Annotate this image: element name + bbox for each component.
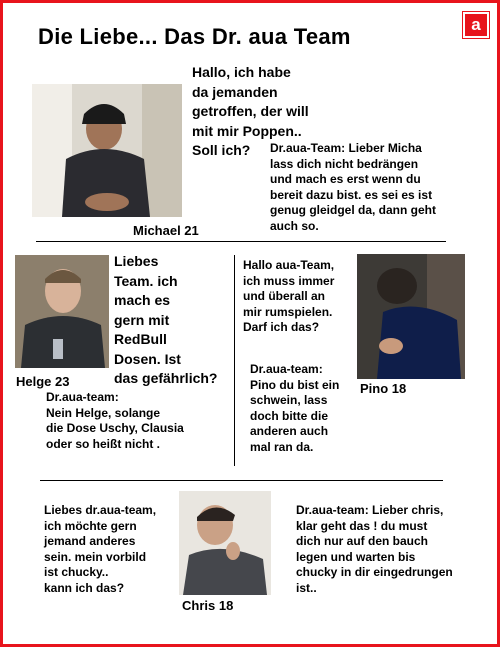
answer-chris: Dr.aua-team: Lieber chris, klar geht das ! du must dich nur auf den bauch legen und warten bis chucky in dir eingedrungen ist..	[296, 503, 453, 595]
answer-helge: Dr.aua-team: Nein Helge, solange die Dose Uschy, Clausia oder so heißt nicht .	[46, 390, 184, 451]
page-title: Die Liebe... Das Dr. aua Team	[38, 24, 351, 49]
brand-logo: a	[463, 12, 489, 38]
caption-michael: Michael 21	[133, 223, 199, 238]
question-chris: Liebes dr.aua-team, ich möchte gern jemand anderes sein. mein vorbild ist chucky.. kann ich das?	[44, 503, 157, 595]
caption-chris: Chris 18	[182, 598, 234, 613]
answer-michael: Dr.aua-Team: Lieber Micha lass dich nicht bedrängen und mach es erst wenn du bereit dazu bist. es sei es ist genug gleidgel da, dann geht auch so.	[270, 141, 437, 233]
question-michael: Hallo, ich habe da jemanden getroffen, der will mit mir Poppen.. Soll ich?	[192, 64, 309, 158]
answer-pino: Dr.aua-team: Pino du bist ein schwein, lass doch bitte die anderen auch mal ran da.	[250, 362, 340, 454]
photo-helge	[15, 255, 109, 368]
question-pino: Hallo aua-Team, ich muss immer und überall an mir rumspielen. Darf ich das?	[243, 258, 335, 334]
divider-bottom	[40, 480, 443, 481]
question-helge: Liebes Team. ich mach es gern mit RedBull Dosen. Ist das gefährlich?	[114, 253, 218, 386]
photo-pino	[357, 254, 465, 379]
photo-chris	[179, 491, 271, 595]
divider-top	[36, 241, 446, 242]
divider-vertical	[234, 255, 235, 466]
caption-helge: Helge 23	[16, 374, 70, 389]
photo-michael	[32, 84, 182, 217]
caption-pino: Pino 18	[360, 381, 407, 396]
